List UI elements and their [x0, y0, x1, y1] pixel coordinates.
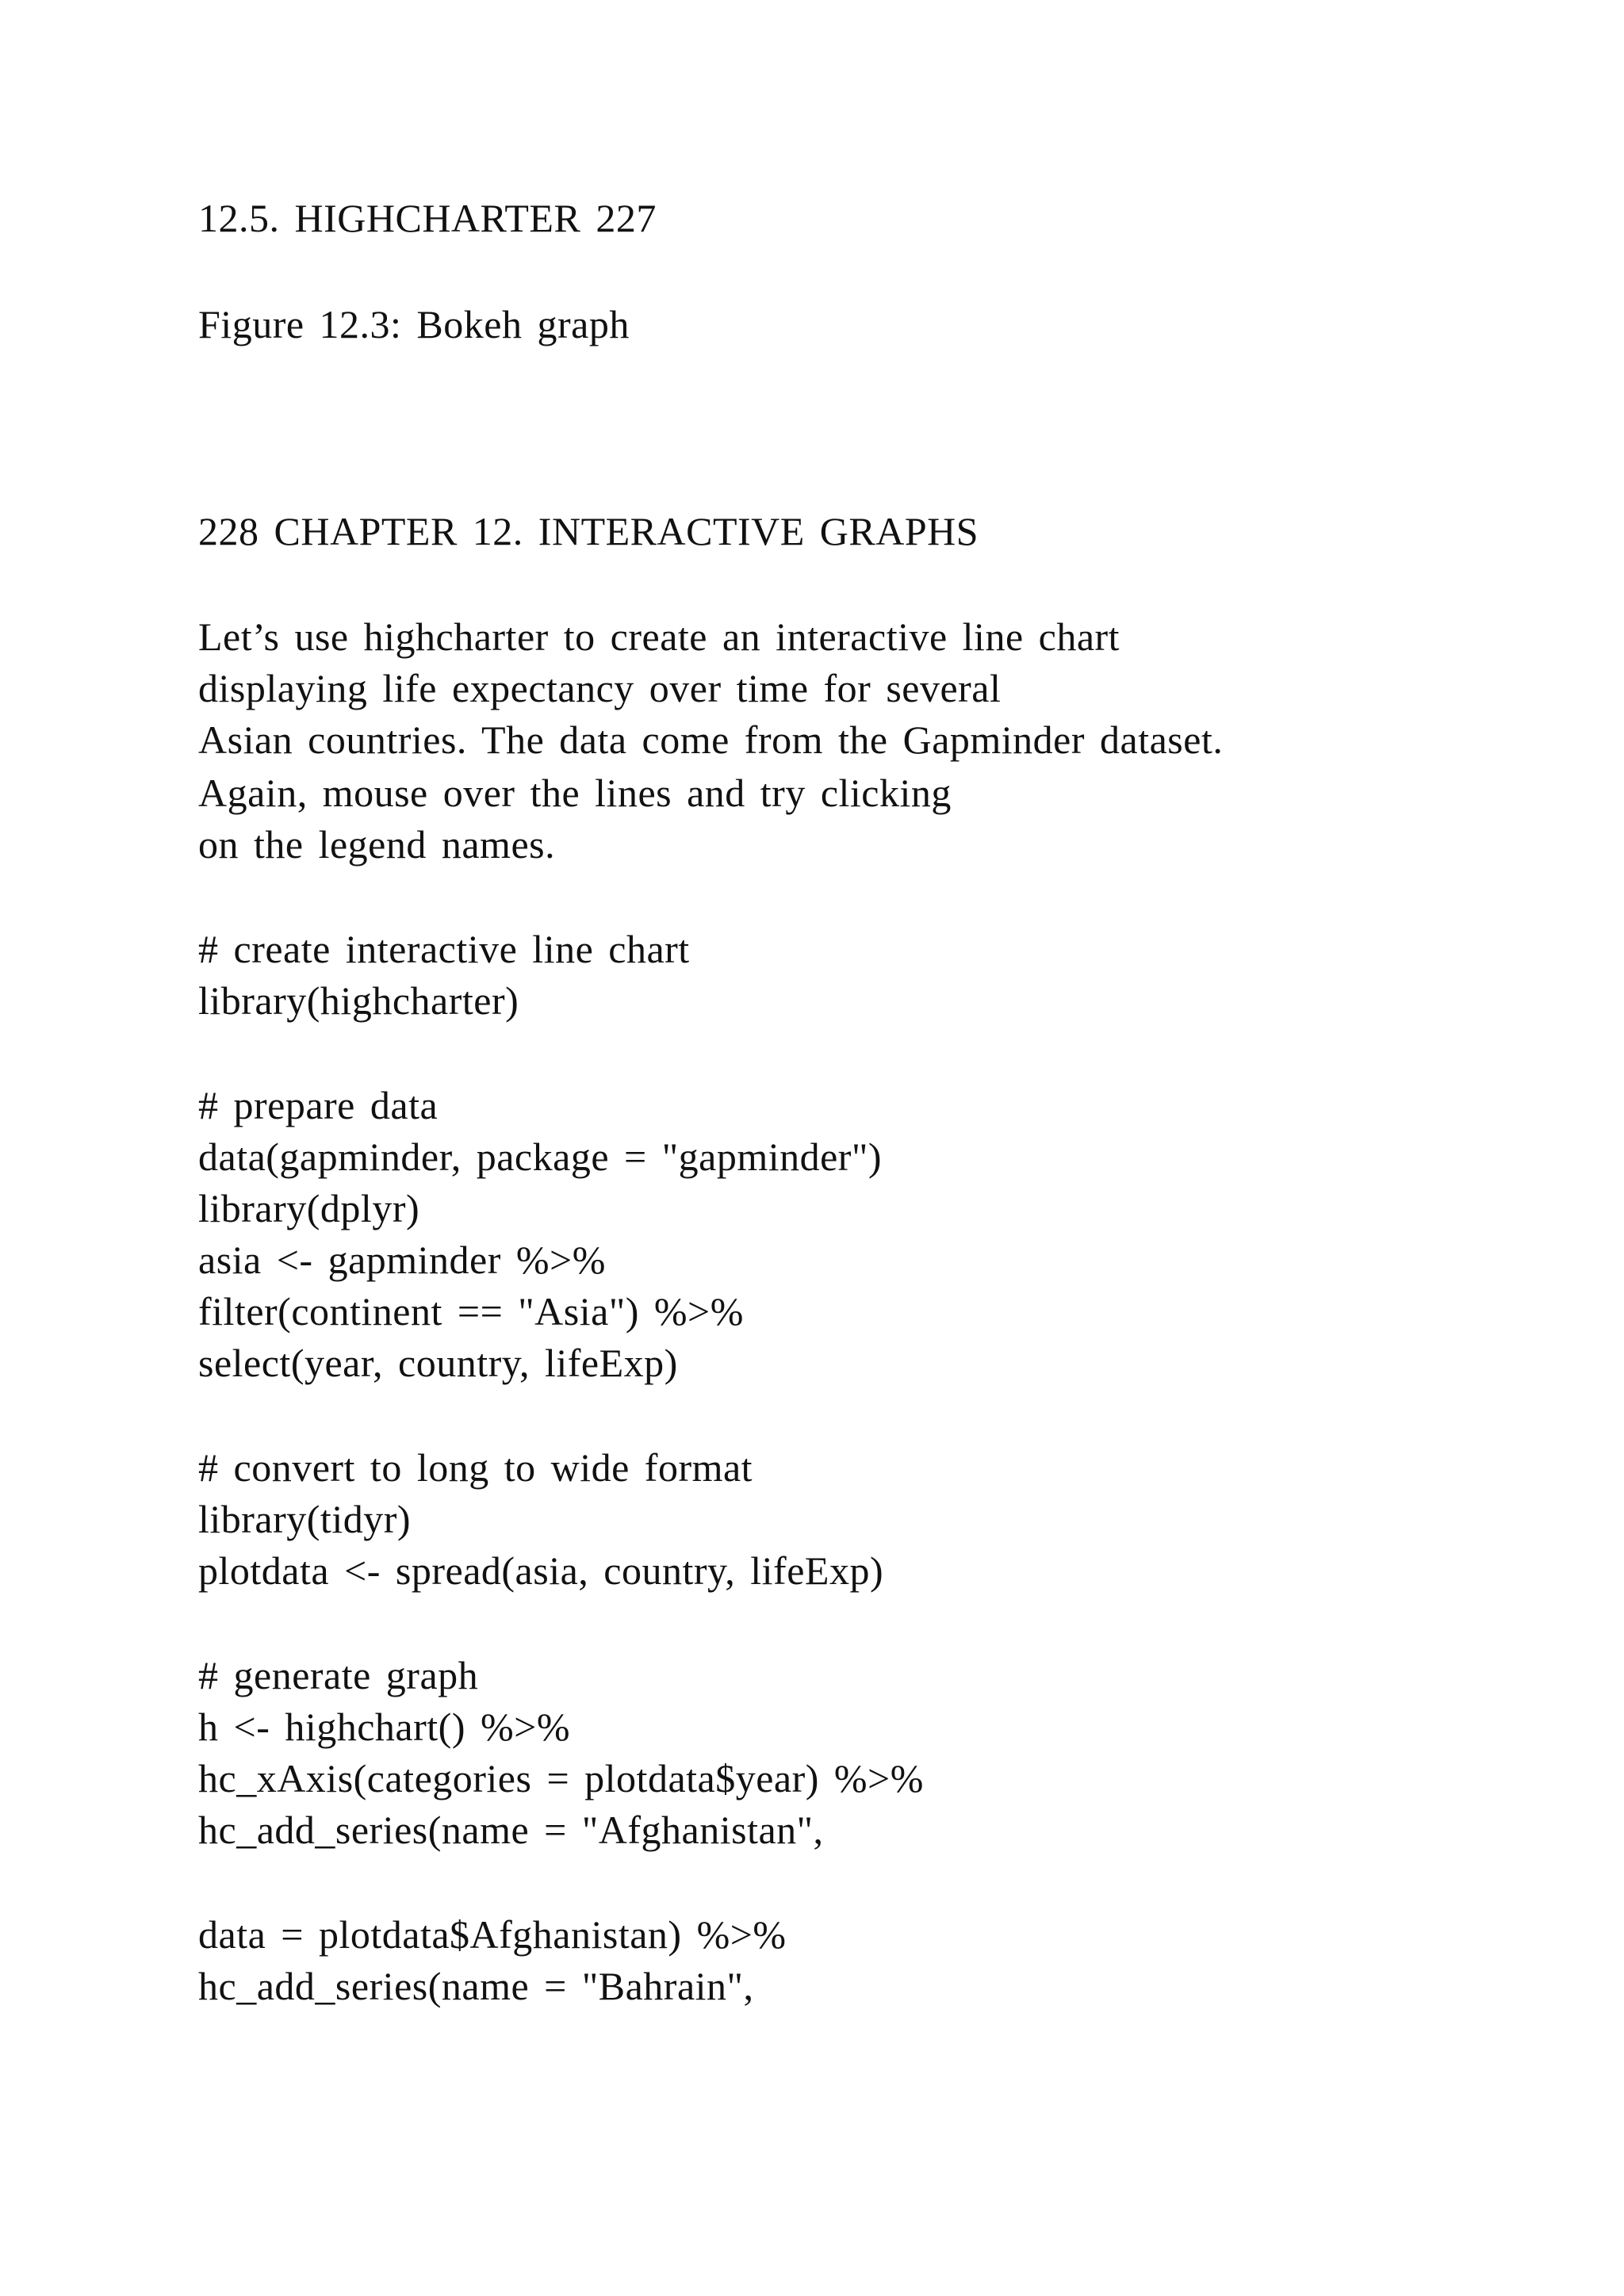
- figure-caption: Figure 12.3: Bokeh graph: [198, 302, 630, 346]
- code-line: filter(continent == "Asia") %>%: [198, 1289, 744, 1334]
- intro-line: displaying life expectancy over time for several: [198, 666, 1002, 710]
- code-line: asia <- gapminder %>%: [198, 1238, 606, 1282]
- intro-line: Again, mouse over the lines and try clicking: [198, 771, 952, 815]
- code-comment: # create interactive line chart: [198, 927, 690, 971]
- code-line: library(tidyr): [198, 1497, 412, 1541]
- intro-line: Asian countries. The data come from the Gapminder dataset.: [198, 718, 1224, 762]
- running-header-page-227: 12.5. HIGHCHARTER 227: [198, 196, 657, 240]
- code-line: data = plotdata$Afghanistan) %>%: [198, 1912, 787, 1957]
- code-line: library(dplyr): [198, 1186, 420, 1230]
- code-line: data(gapminder, package = "gapminder"): [198, 1135, 882, 1179]
- code-line: hc_add_series(name = "Afghanistan",: [198, 1808, 824, 1852]
- code-line: h <- highchart() %>%: [198, 1705, 570, 1749]
- code-line: hc_xAxis(categories = plotdata$year) %>%: [198, 1756, 924, 1800]
- code-line: library(highcharter): [198, 978, 519, 1023]
- code-line: plotdata <- spread(asia, country, lifeExp): [198, 1548, 884, 1593]
- code-line: select(year, country, lifeExp): [198, 1341, 678, 1385]
- code-comment: # convert to long to wide format: [198, 1445, 753, 1490]
- code-comment: # prepare data: [198, 1083, 439, 1127]
- intro-line: Let’s use highcharter to create an interactive line chart: [198, 614, 1120, 659]
- code-line: hc_add_series(name = "Bahrain",: [198, 1964, 754, 2008]
- code-comment: # generate graph: [198, 1653, 479, 1697]
- intro-line: on the legend names.: [198, 822, 556, 867]
- running-header-page-228: 228 CHAPTER 12. INTERACTIVE GRAPHS: [198, 509, 979, 553]
